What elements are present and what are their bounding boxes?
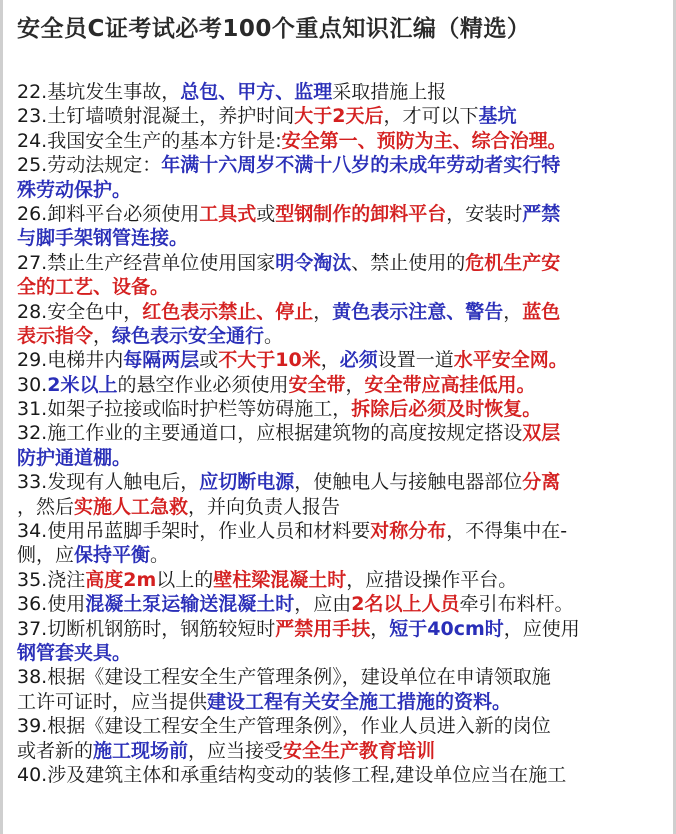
text-segment: ， [345,373,365,396]
text-segment: ，并向负责人报告 [188,495,341,518]
highlighted-text: 拆除后必须及时恢复。 [351,398,542,421]
text-segment: ， [313,300,333,323]
highlighted-text: 短于40cm时 [389,617,504,640]
highlighted-text: 安全带 [288,373,346,396]
highlighted-text: 水平安全网。 [453,349,568,372]
text-segment: 24.我国安全生产的基本方针是: [17,129,282,152]
highlighted-text: 建设工程有关安全施工措施的资料。 [207,690,512,713]
text-line [17,300,665,324]
text-segment: 27.禁止生产经营单位使用国家 [17,251,276,274]
text-segment: 或 [256,202,276,225]
text-segment: 28.安全色中， [17,300,143,323]
text-segment: 26.卸料平台必须使用 [17,202,200,225]
highlighted-text: 施工现场前 [93,739,189,762]
highlighted-text: 应切断电源 [199,471,295,494]
text-segment: 32.施工作业的主要通道口，应根据建筑物的高度按规定搭设 [17,422,523,445]
text-line [17,617,665,641]
highlighted-text: 型钢制作的卸料平台 [275,202,447,225]
highlighted-text: 2米以上 [47,373,118,396]
text-line [17,763,665,787]
highlighted-text: 总包、甲方、监理 [180,81,333,103]
highlighted-text: 绿色表示安全通行 [112,324,265,347]
text-line [17,226,665,250]
text-segment: 29.电梯井内 [17,349,124,372]
highlighted-text: 安全第一、预防为主、综合治理。 [281,129,567,152]
text-line [17,568,665,592]
text-line [17,275,665,299]
highlighted-text: 对称分布 [370,520,447,543]
text-line [17,202,665,226]
text-segment: ，应当接受 [188,739,284,762]
text-line [17,80,665,104]
text-segment: 22.基坑发生事故， [17,81,181,103]
document-body [17,80,665,787]
text-segment: 38.根据《建设工程安全生产管理条例》，建设单位在申请领取施 [17,666,551,689]
text-segment: ， [370,617,390,640]
text-line [17,324,665,348]
highlighted-text: 严禁 [522,202,561,225]
highlighted-text: 分离 [522,471,561,494]
highlighted-text: 实施人工急救 [74,495,189,518]
highlighted-text: 混凝土泵运输送混凝土时 [85,593,295,616]
text-segment: 的悬空作业必须使用 [117,373,289,396]
text-segment: ，使触电人与接触电器部位 [294,471,523,494]
text-line [17,641,665,665]
text-segment: 或者新的 [17,739,94,762]
text-line [17,446,665,470]
highlighted-text: 不大于10米 [218,349,321,372]
highlighted-text: 必须 [339,349,378,372]
highlighted-text: 黄色表示注意、警告 [332,300,504,323]
text-segment: ，安装时 [446,202,523,225]
text-segment: ，应使用 [503,617,580,640]
text-segment: 25.劳动法规定： [17,154,162,177]
text-segment: 。 [150,544,170,567]
text-segment: 39.根据《建设工程安全生产管理条例》，作业人员进入新的岗位 [17,715,551,738]
highlighted-text: 工具式 [199,202,257,225]
text-line [17,592,665,616]
text-segment: ，应措设操作平台。 [346,568,518,591]
text-segment: 37.切断机钢筋时，钢筋较短时 [17,617,276,640]
text-segment: 以上的 [156,568,214,591]
text-segment: 设置一道 [377,349,454,372]
text-segment: 或 [199,349,219,372]
text-line [17,714,665,738]
highlighted-text: 表示指令 [17,324,94,347]
text-segment: 33.发现有人触电后， [17,471,200,494]
text-line [17,373,665,397]
text-line [17,470,665,494]
text-line [17,690,665,714]
highlighted-text: 安全带应高挂低用。 [364,373,536,396]
text-segment: ，才可以下 [383,105,479,128]
text-segment: 35.浇注 [17,568,86,591]
text-segment: ， [320,349,340,372]
text-line [17,251,665,275]
highlighted-text: 危机生产安 [465,251,561,274]
text-segment: 34.使用吊蓝脚手架时，作业人员和材料要 [17,520,371,543]
highlighted-text: 高度2m [85,568,157,591]
highlighted-text: 基坑 [478,105,517,128]
text-segment: ， [93,324,113,347]
text-line [17,665,665,689]
highlighted-text: 钢管套夹具。 [17,641,132,664]
text-line [17,178,665,202]
highlighted-text: 与脚手架钢管连接。 [17,227,189,250]
highlighted-text: 年满十六周岁不满十八岁的未成年劳动者实行特 [161,154,561,177]
highlighted-text: 蓝色 [522,300,561,323]
text-segment: 工许可证时，应当提供 [17,690,208,713]
highlighted-text: 殊劳动保护。 [17,178,132,201]
text-line [17,519,665,543]
text-segment: 侧，应 [17,544,75,567]
highlighted-text: 双层 [522,422,561,445]
highlighted-text: 每隔两层 [123,349,200,372]
text-segment: 。 [264,324,284,347]
text-segment: 牵引布料杆。 [459,593,574,616]
text-segment: 30. [17,373,48,396]
text-segment: ，不得集中在- [446,520,568,543]
text-line [17,543,665,567]
text-line [17,739,665,763]
text-line [17,129,665,153]
text-segment: 23.土钉墙喷射混凝土，养护时间 [17,105,295,128]
text-segment: 36.使用 [17,593,86,616]
text-line [17,153,665,177]
text-segment: ，然后 [17,495,75,518]
highlighted-text: 2名以上人员 [351,593,460,616]
highlighted-text: 全的工艺、设备。 [17,276,170,299]
document-title: 安全员C证考试必考100个重点知识汇编（精选） [17,16,531,42]
text-line [17,495,665,519]
text-segment: ， [503,300,523,323]
text-segment: 、禁止使用的 [351,251,466,274]
highlighted-text: 红色表示禁止、停止 [142,300,314,323]
highlighted-text: 壁柱梁混凝土时 [213,568,347,591]
text-line [17,397,665,421]
highlighted-text: 防护通道棚。 [17,446,132,469]
highlighted-text: 明令淘汰 [275,251,352,274]
text-line [17,348,665,372]
text-segment: ，应由 [294,593,352,616]
text-segment: 31.如架子拉接或临时护栏等妨碍施工， [17,398,352,421]
text-segment: 40.涉及建筑主体和承重结构变动的装修工程,建设单位应当在施工 [17,763,567,786]
text-line [17,421,665,445]
text-line [17,104,665,128]
text-segment: 采取措施上报 [332,81,447,103]
highlighted-text: 大于2天后 [294,105,384,128]
highlighted-text: 保持平衡 [74,544,151,567]
highlighted-text: 安全生产教育培训 [283,739,436,762]
highlighted-text: 严禁用手扶 [275,617,371,640]
